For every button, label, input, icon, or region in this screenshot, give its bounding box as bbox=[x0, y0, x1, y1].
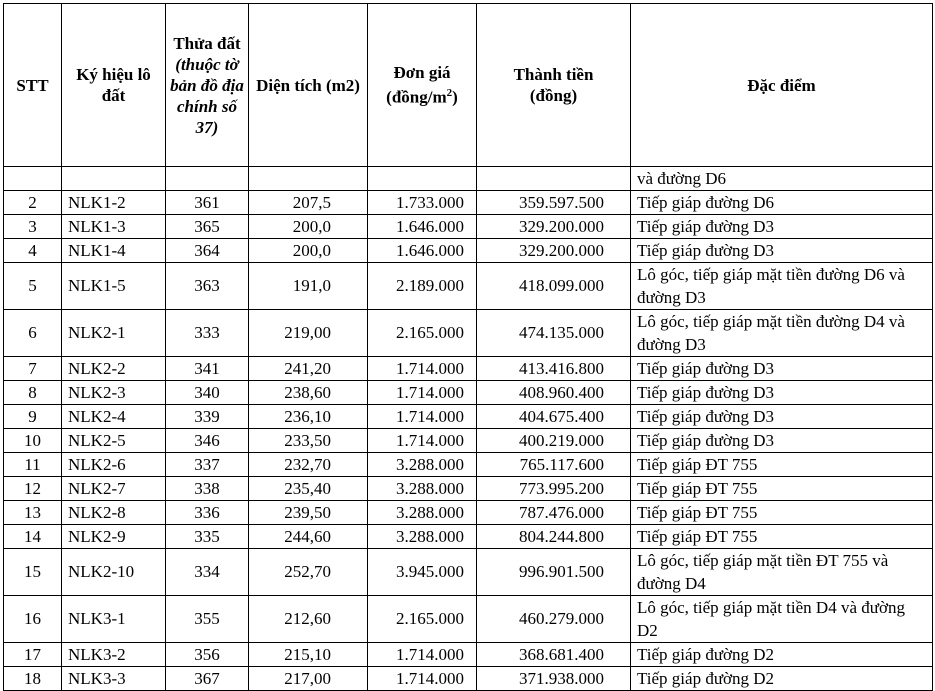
cell-thanh-tien: 460.279.000 bbox=[477, 596, 631, 643]
cell-dien-tich: 219,00 bbox=[249, 310, 368, 357]
cell-don-gia: 3.288.000 bbox=[368, 525, 477, 549]
table-row bbox=[4, 453, 933, 477]
cell-thanh-tien: 329.200.000 bbox=[477, 239, 631, 263]
cell-thua-dat: 334 bbox=[166, 549, 249, 596]
table-row bbox=[4, 357, 933, 381]
cell-thua-dat: 355 bbox=[166, 596, 249, 643]
cell-dien-tich: 233,50 bbox=[249, 429, 368, 453]
cell-thanh-tien: 765.117.600 bbox=[477, 453, 631, 477]
table-row bbox=[4, 429, 933, 453]
cell-stt: 9 bbox=[4, 405, 62, 429]
cell-thua-dat: 341 bbox=[166, 357, 249, 381]
header-stt: STT bbox=[4, 4, 62, 167]
header-thua-dat-main: Thửa đất bbox=[173, 33, 241, 53]
cell-dien-tich: 200,0 bbox=[249, 239, 368, 263]
cell-ky-hieu: NLK2-3 bbox=[62, 381, 166, 405]
cell-dac-diem: Tiếp giáp đường D3 bbox=[631, 381, 933, 405]
table-row bbox=[4, 501, 933, 525]
table-body bbox=[4, 167, 933, 691]
cell-thua-dat: 335 bbox=[166, 525, 249, 549]
cell-ky-hieu: NLK2-5 bbox=[62, 429, 166, 453]
cell-dien-tich: 241,20 bbox=[249, 357, 368, 381]
table-row bbox=[4, 215, 933, 239]
header-don-gia-close: ) bbox=[452, 87, 458, 107]
cell-ky-hieu: NLK2-4 bbox=[62, 405, 166, 429]
cell-don-gia: 1.733.000 bbox=[368, 191, 477, 215]
header-thanh-tien: Thành tiền (đồng) bbox=[477, 4, 631, 167]
cell-thua-dat: 346 bbox=[166, 429, 249, 453]
cell-don-gia: 1.714.000 bbox=[368, 405, 477, 429]
cell-thua-dat: 367 bbox=[166, 667, 249, 691]
cell-thanh-tien: 371.938.000 bbox=[477, 667, 631, 691]
header-dac-diem: Đặc điểm bbox=[631, 4, 933, 167]
cell-ky-hieu: NLK3-1 bbox=[62, 596, 166, 643]
header-thua-dat-sub: (thuộc tờ bản đồ địa chính số 37) bbox=[170, 54, 244, 137]
cell-stt: 5 bbox=[4, 263, 62, 310]
cell-dac-diem: Tiếp giáp ĐT 755 bbox=[631, 453, 933, 477]
cell-don-gia: 1.714.000 bbox=[368, 667, 477, 691]
cell-thua-dat: 364 bbox=[166, 239, 249, 263]
continuation-row bbox=[4, 167, 933, 191]
cell-dien-tich: 232,70 bbox=[249, 453, 368, 477]
cell-dac-diem: Tiếp giáp đường D3 bbox=[631, 239, 933, 263]
cell-stt: 13 bbox=[4, 501, 62, 525]
table-row bbox=[4, 263, 933, 310]
cell-thanh-tien: 359.597.500 bbox=[477, 191, 631, 215]
cell-dac-diem: Tiếp giáp đường D3 bbox=[631, 215, 933, 239]
cell-ky-hieu: NLK2-9 bbox=[62, 525, 166, 549]
cell-dien-tich: 244,60 bbox=[249, 525, 368, 549]
cell-dac-diem: Tiếp giáp ĐT 755 bbox=[631, 477, 933, 501]
cell-dien-tich: 217,00 bbox=[249, 667, 368, 691]
table-row bbox=[4, 667, 933, 691]
table-row bbox=[4, 549, 933, 596]
cell-ky-hieu: NLK3-2 bbox=[62, 643, 166, 667]
cell-thanh-tien: 418.099.000 bbox=[477, 263, 631, 310]
cell-don-gia: 3.288.000 bbox=[368, 453, 477, 477]
header-don-gia bbox=[368, 4, 477, 167]
cell-stt: 11 bbox=[4, 453, 62, 477]
table-row bbox=[4, 477, 933, 501]
cell-ky-hieu: NLK2-8 bbox=[62, 501, 166, 525]
cell-dien-tich: 236,10 bbox=[249, 405, 368, 429]
cell-thanh-tien: 329.200.000 bbox=[477, 215, 631, 239]
cell-dien-tich: 215,10 bbox=[249, 643, 368, 667]
cell-dien-tich: 235,40 bbox=[249, 477, 368, 501]
cell-stt: 8 bbox=[4, 381, 62, 405]
cell-thanh-tien: 400.219.000 bbox=[477, 429, 631, 453]
cell-thanh-tien: 996.901.500 bbox=[477, 549, 631, 596]
cell-thua-dat: 333 bbox=[166, 310, 249, 357]
table-row bbox=[4, 191, 933, 215]
header-don-gia-unit: (đồng/m bbox=[386, 87, 447, 107]
header-don-gia-sup: 2 bbox=[446, 87, 453, 100]
cell-dac-diem: Tiếp giáp đường D3 bbox=[631, 357, 933, 381]
cell-dien-tich: 252,70 bbox=[249, 549, 368, 596]
cell-dien-tich: 200,0 bbox=[249, 215, 368, 239]
header-row bbox=[4, 4, 933, 167]
cell-thua-dat: 363 bbox=[166, 263, 249, 310]
cell-don-gia: 3.288.000 bbox=[368, 477, 477, 501]
header-don-gia-main: Đơn giá bbox=[393, 63, 451, 83]
cell-don-gia: 1.714.000 bbox=[368, 643, 477, 667]
cell-dac-diem: Tiếp giáp đường D2 bbox=[631, 667, 933, 691]
cell-dac-diem: Tiếp giáp ĐT 755 bbox=[631, 525, 933, 549]
cell-thua-dat: 337 bbox=[166, 453, 249, 477]
cell-thanh-tien: 787.476.000 bbox=[477, 501, 631, 525]
cell-stt: 10 bbox=[4, 429, 62, 453]
cell-dien-tich: 239,50 bbox=[249, 501, 368, 525]
cell-thua-dat: 356 bbox=[166, 643, 249, 667]
cell-thua-dat: 339 bbox=[166, 405, 249, 429]
cell-thua-dat: 365 bbox=[166, 215, 249, 239]
cell-stt: 18 bbox=[4, 667, 62, 691]
cell-don-gia: 2.189.000 bbox=[368, 263, 477, 310]
cell-dac-diem: Tiếp giáp đường D2 bbox=[631, 643, 933, 667]
cell-stt: 15 bbox=[4, 549, 62, 596]
cell-thua-dat: 361 bbox=[166, 191, 249, 215]
cell-dien-tich: 238,60 bbox=[249, 381, 368, 405]
cell-ky-hieu: NLK1-2 bbox=[62, 191, 166, 215]
table-row bbox=[4, 239, 933, 263]
cell-thanh-tien: 773.995.200 bbox=[477, 477, 631, 501]
cell-thua-dat: 338 bbox=[166, 477, 249, 501]
cell-stt: 7 bbox=[4, 357, 62, 381]
cell-don-gia: 2.165.000 bbox=[368, 310, 477, 357]
cell-thanh-tien: 408.960.400 bbox=[477, 381, 631, 405]
cell-thanh-tien: 404.675.400 bbox=[477, 405, 631, 429]
cell-don-gia: 1.646.000 bbox=[368, 215, 477, 239]
table-row bbox=[4, 310, 933, 357]
cell-stt: 12 bbox=[4, 477, 62, 501]
continuation-dac-diem: và đường D6 bbox=[631, 167, 933, 191]
table-row bbox=[4, 643, 933, 667]
cell-stt: 14 bbox=[4, 525, 62, 549]
header-dien-tich: Diện tích (m2) bbox=[249, 4, 368, 167]
header-ky-hieu: Ký hiệu lô đất bbox=[62, 4, 166, 167]
cell-stt: 17 bbox=[4, 643, 62, 667]
cell-ky-hieu: NLK2-2 bbox=[62, 357, 166, 381]
cell-dac-diem: Tiếp giáp đường D3 bbox=[631, 429, 933, 453]
cell-dac-diem: Tiếp giáp đường D6 bbox=[631, 191, 933, 215]
table-row bbox=[4, 525, 933, 549]
cell-dac-diem: Tiếp giáp ĐT 755 bbox=[631, 501, 933, 525]
cell-thanh-tien: 413.416.800 bbox=[477, 357, 631, 381]
cell-stt: 6 bbox=[4, 310, 62, 357]
cell-don-gia: 1.646.000 bbox=[368, 239, 477, 263]
cell-stt: 4 bbox=[4, 239, 62, 263]
cell-ky-hieu: NLK3-3 bbox=[62, 667, 166, 691]
land-plot-table bbox=[3, 3, 933, 691]
cell-dac-diem: Lô góc, tiếp giáp mặt tiền đường D4 và đường D3 bbox=[631, 310, 933, 357]
cell-don-gia: 1.714.000 bbox=[368, 429, 477, 453]
cell-dien-tich: 191,0 bbox=[249, 263, 368, 310]
cell-dac-diem: Lô góc, tiếp giáp mặt tiền đường D6 và đường D3 bbox=[631, 263, 933, 310]
cell-ky-hieu: NLK2-7 bbox=[62, 477, 166, 501]
cell-ky-hieu: NLK2-1 bbox=[62, 310, 166, 357]
cell-ky-hieu: NLK2-10 bbox=[62, 549, 166, 596]
cell-dien-tich: 207,5 bbox=[249, 191, 368, 215]
cell-thanh-tien: 804.244.800 bbox=[477, 525, 631, 549]
table-row bbox=[4, 381, 933, 405]
cell-thanh-tien: 368.681.400 bbox=[477, 643, 631, 667]
cell-ky-hieu: NLK2-6 bbox=[62, 453, 166, 477]
cell-dac-diem: Lô góc, tiếp giáp mặt tiền ĐT 755 và đường D4 bbox=[631, 549, 933, 596]
table-row bbox=[4, 596, 933, 643]
cell-stt: 16 bbox=[4, 596, 62, 643]
cell-don-gia: 3.945.000 bbox=[368, 549, 477, 596]
cell-dien-tich: 212,60 bbox=[249, 596, 368, 643]
cell-thua-dat: 340 bbox=[166, 381, 249, 405]
cell-stt: 2 bbox=[4, 191, 62, 215]
cell-don-gia: 2.165.000 bbox=[368, 596, 477, 643]
cell-stt: 3 bbox=[4, 215, 62, 239]
cell-ky-hieu: NLK1-5 bbox=[62, 263, 166, 310]
cell-don-gia: 1.714.000 bbox=[368, 381, 477, 405]
cell-dac-diem: Tiếp giáp đường D3 bbox=[631, 405, 933, 429]
cell-thanh-tien: 474.135.000 bbox=[477, 310, 631, 357]
cell-thua-dat: 336 bbox=[166, 501, 249, 525]
cell-dac-diem: Lô góc, tiếp giáp mặt tiền D4 và đường D2 bbox=[631, 596, 933, 643]
cell-ky-hieu: NLK1-3 bbox=[62, 215, 166, 239]
cell-don-gia: 3.288.000 bbox=[368, 501, 477, 525]
cell-don-gia: 1.714.000 bbox=[368, 357, 477, 381]
cell-ky-hieu: NLK1-4 bbox=[62, 239, 166, 263]
header-thua-dat bbox=[166, 4, 249, 167]
table-row bbox=[4, 405, 933, 429]
